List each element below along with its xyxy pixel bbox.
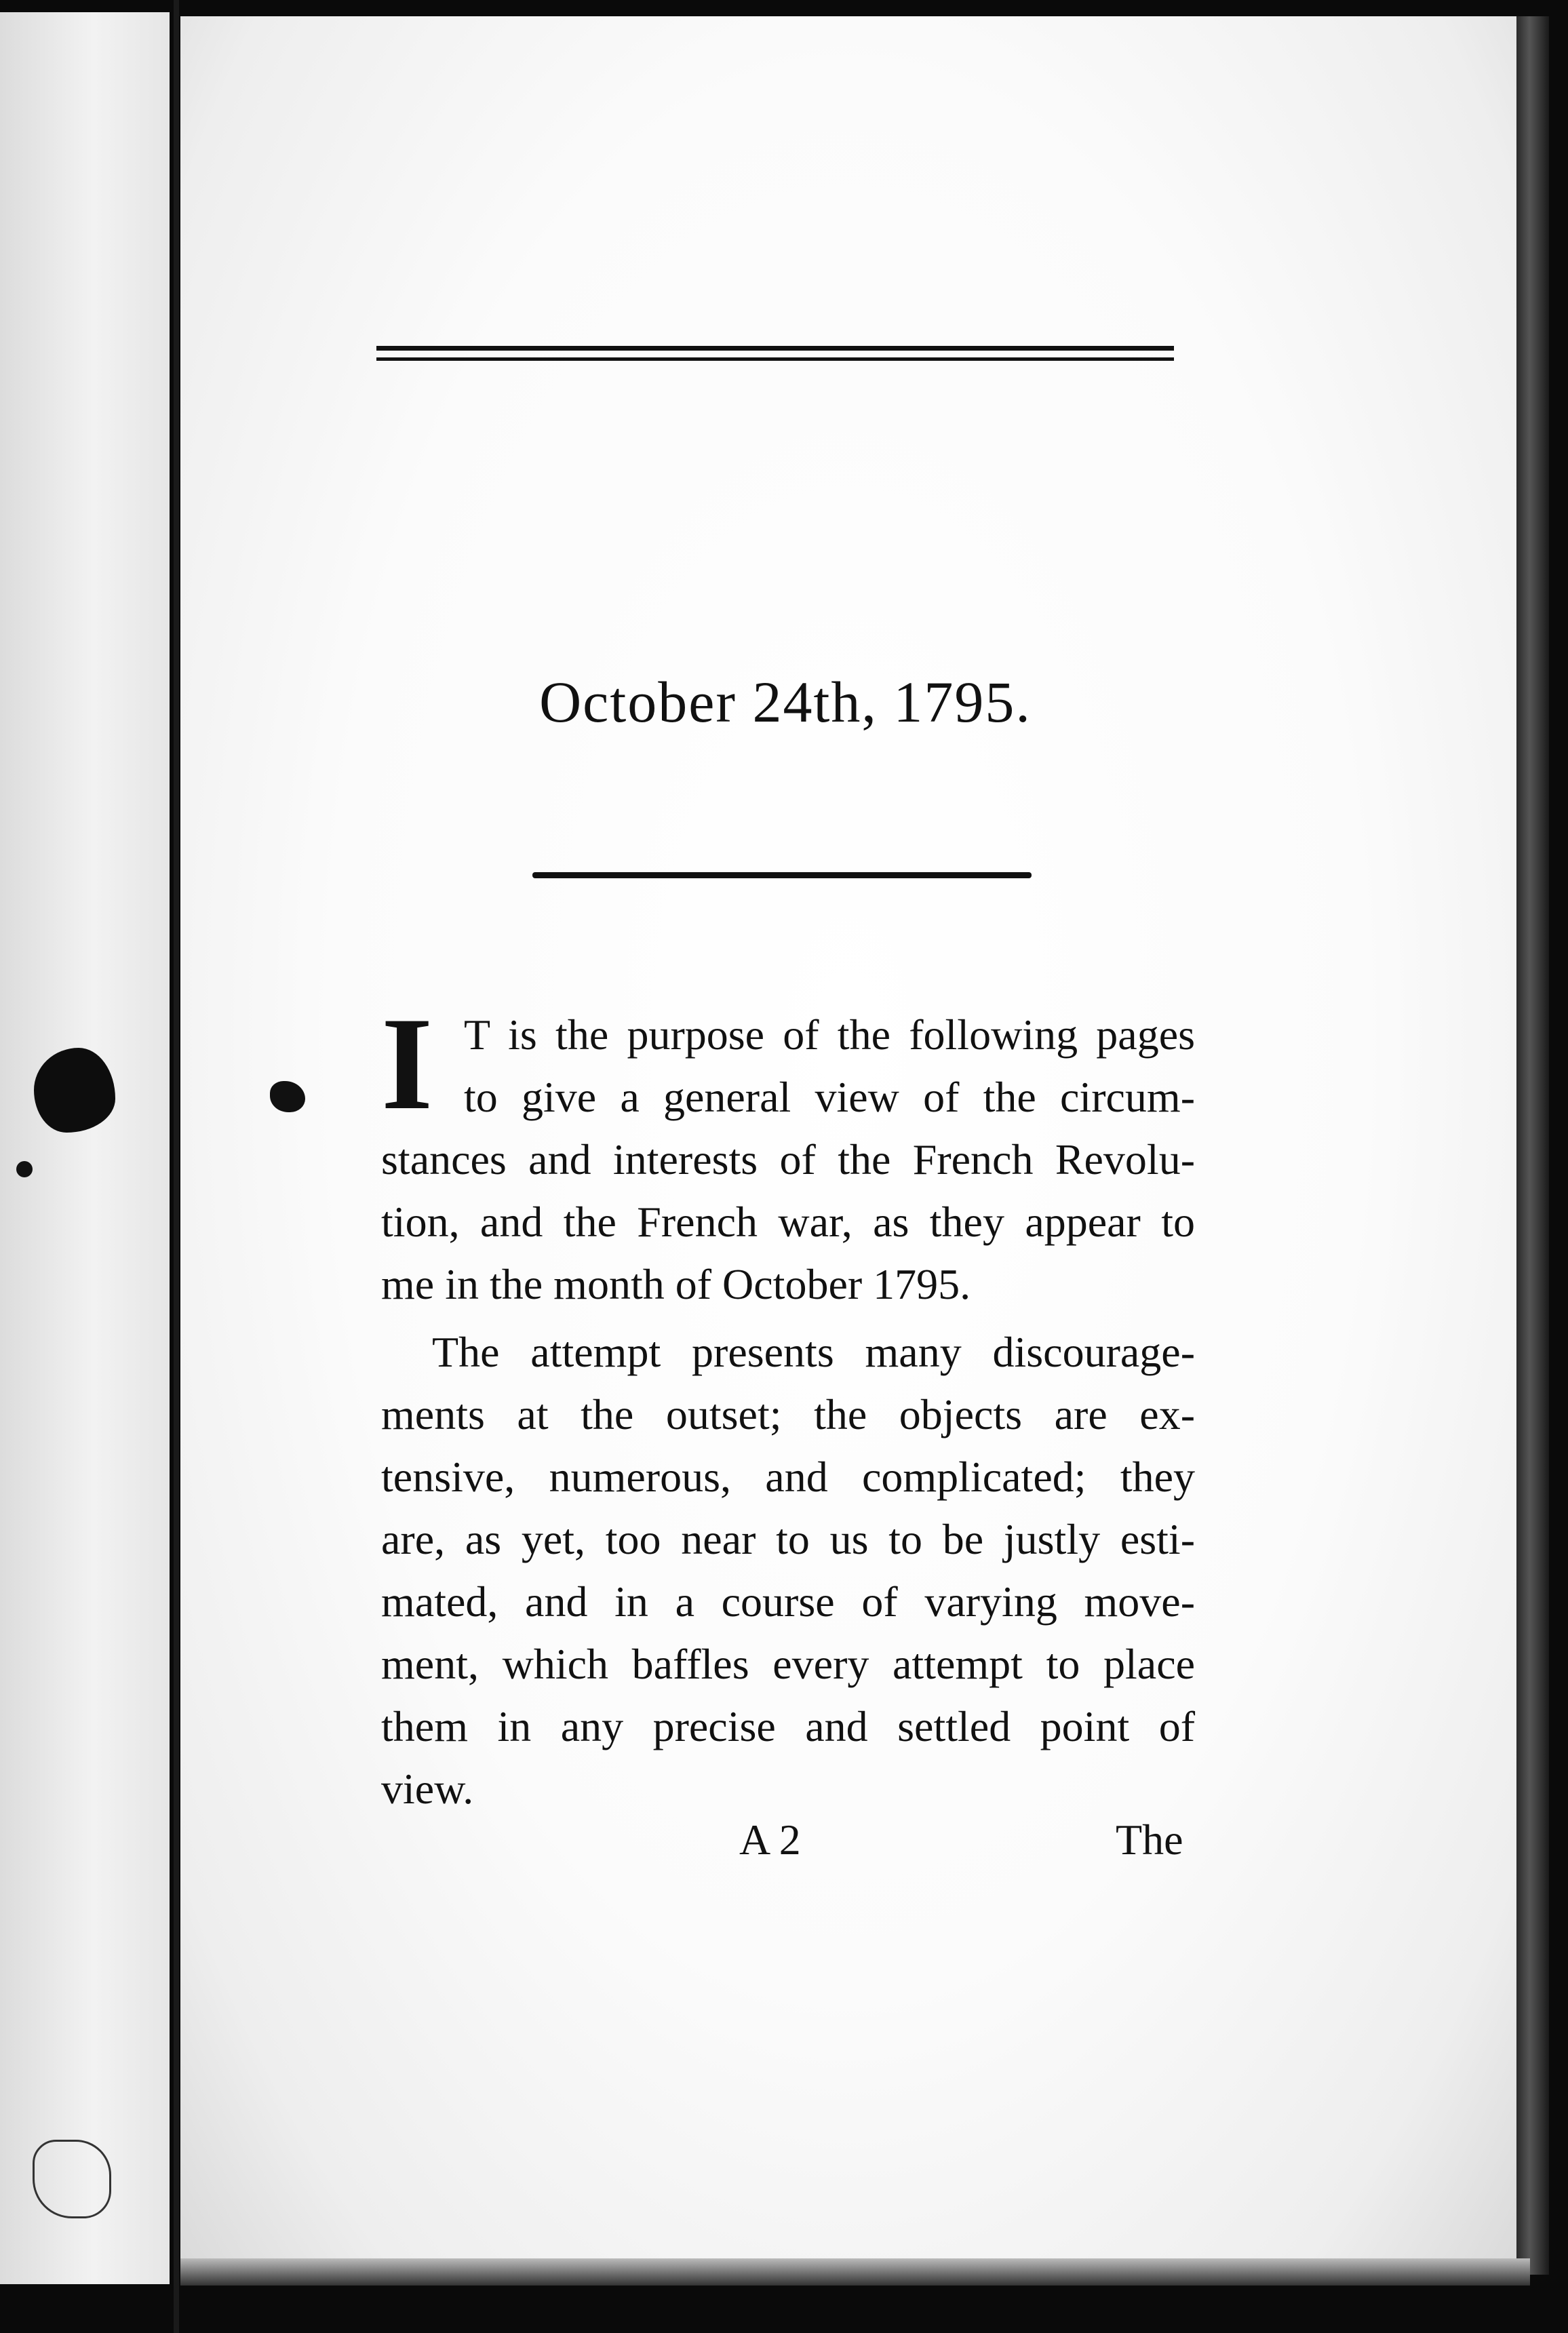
paragraph-2 [381,1321,1195,1820]
text-line: tensive, numerous, and complicated; they [381,1453,1195,1501]
signature-mark: A 2 [739,1816,801,1864]
paragraph-1 [381,990,1195,1316]
double-rule-header [376,346,1174,364]
binding-gutter [174,0,179,2333]
section-rule [532,872,1032,878]
text-line: me in the month of October 1795. [381,1260,971,1308]
text-line: mated, and in a course of varying move- [381,1577,1195,1626]
drop-cap: I [381,990,433,1137]
facing-page-edge [0,12,170,2284]
text-line: them in any precise and settled point of [381,1702,1195,1750]
ink-dot [16,1161,33,1177]
text-line: view. [381,1765,474,1813]
text-line: stances and interests of the French Revolu- [381,1135,1195,1183]
page-bottom-edge [180,2258,1530,2286]
text-line: ments at the outset; the objects are ex- [381,1390,1195,1438]
ink-blot [34,1048,115,1133]
text-line: The attempt presents many discourage- [432,1328,1195,1376]
rule-line-thick [376,346,1174,351]
text-line: T is the purpose of the following pages [464,1011,1195,1059]
text-line: tion, and the French war, as they appear to [381,1198,1195,1246]
text-line: to give a general view of the circum- [464,1073,1195,1121]
text-line: are, as yet, too near to us to be justly esti- [381,1515,1195,1563]
page-edge-shadow [1516,16,1549,2275]
text-line: ment, which baffles every attempt to place [381,1640,1195,1688]
stamp-outline [33,2140,111,2218]
rule-line-thin [376,357,1174,361]
dateline-heading: October 24th, 1795. [539,669,1032,734]
catchword: The [1116,1816,1183,1864]
body-text [381,990,1195,1820]
